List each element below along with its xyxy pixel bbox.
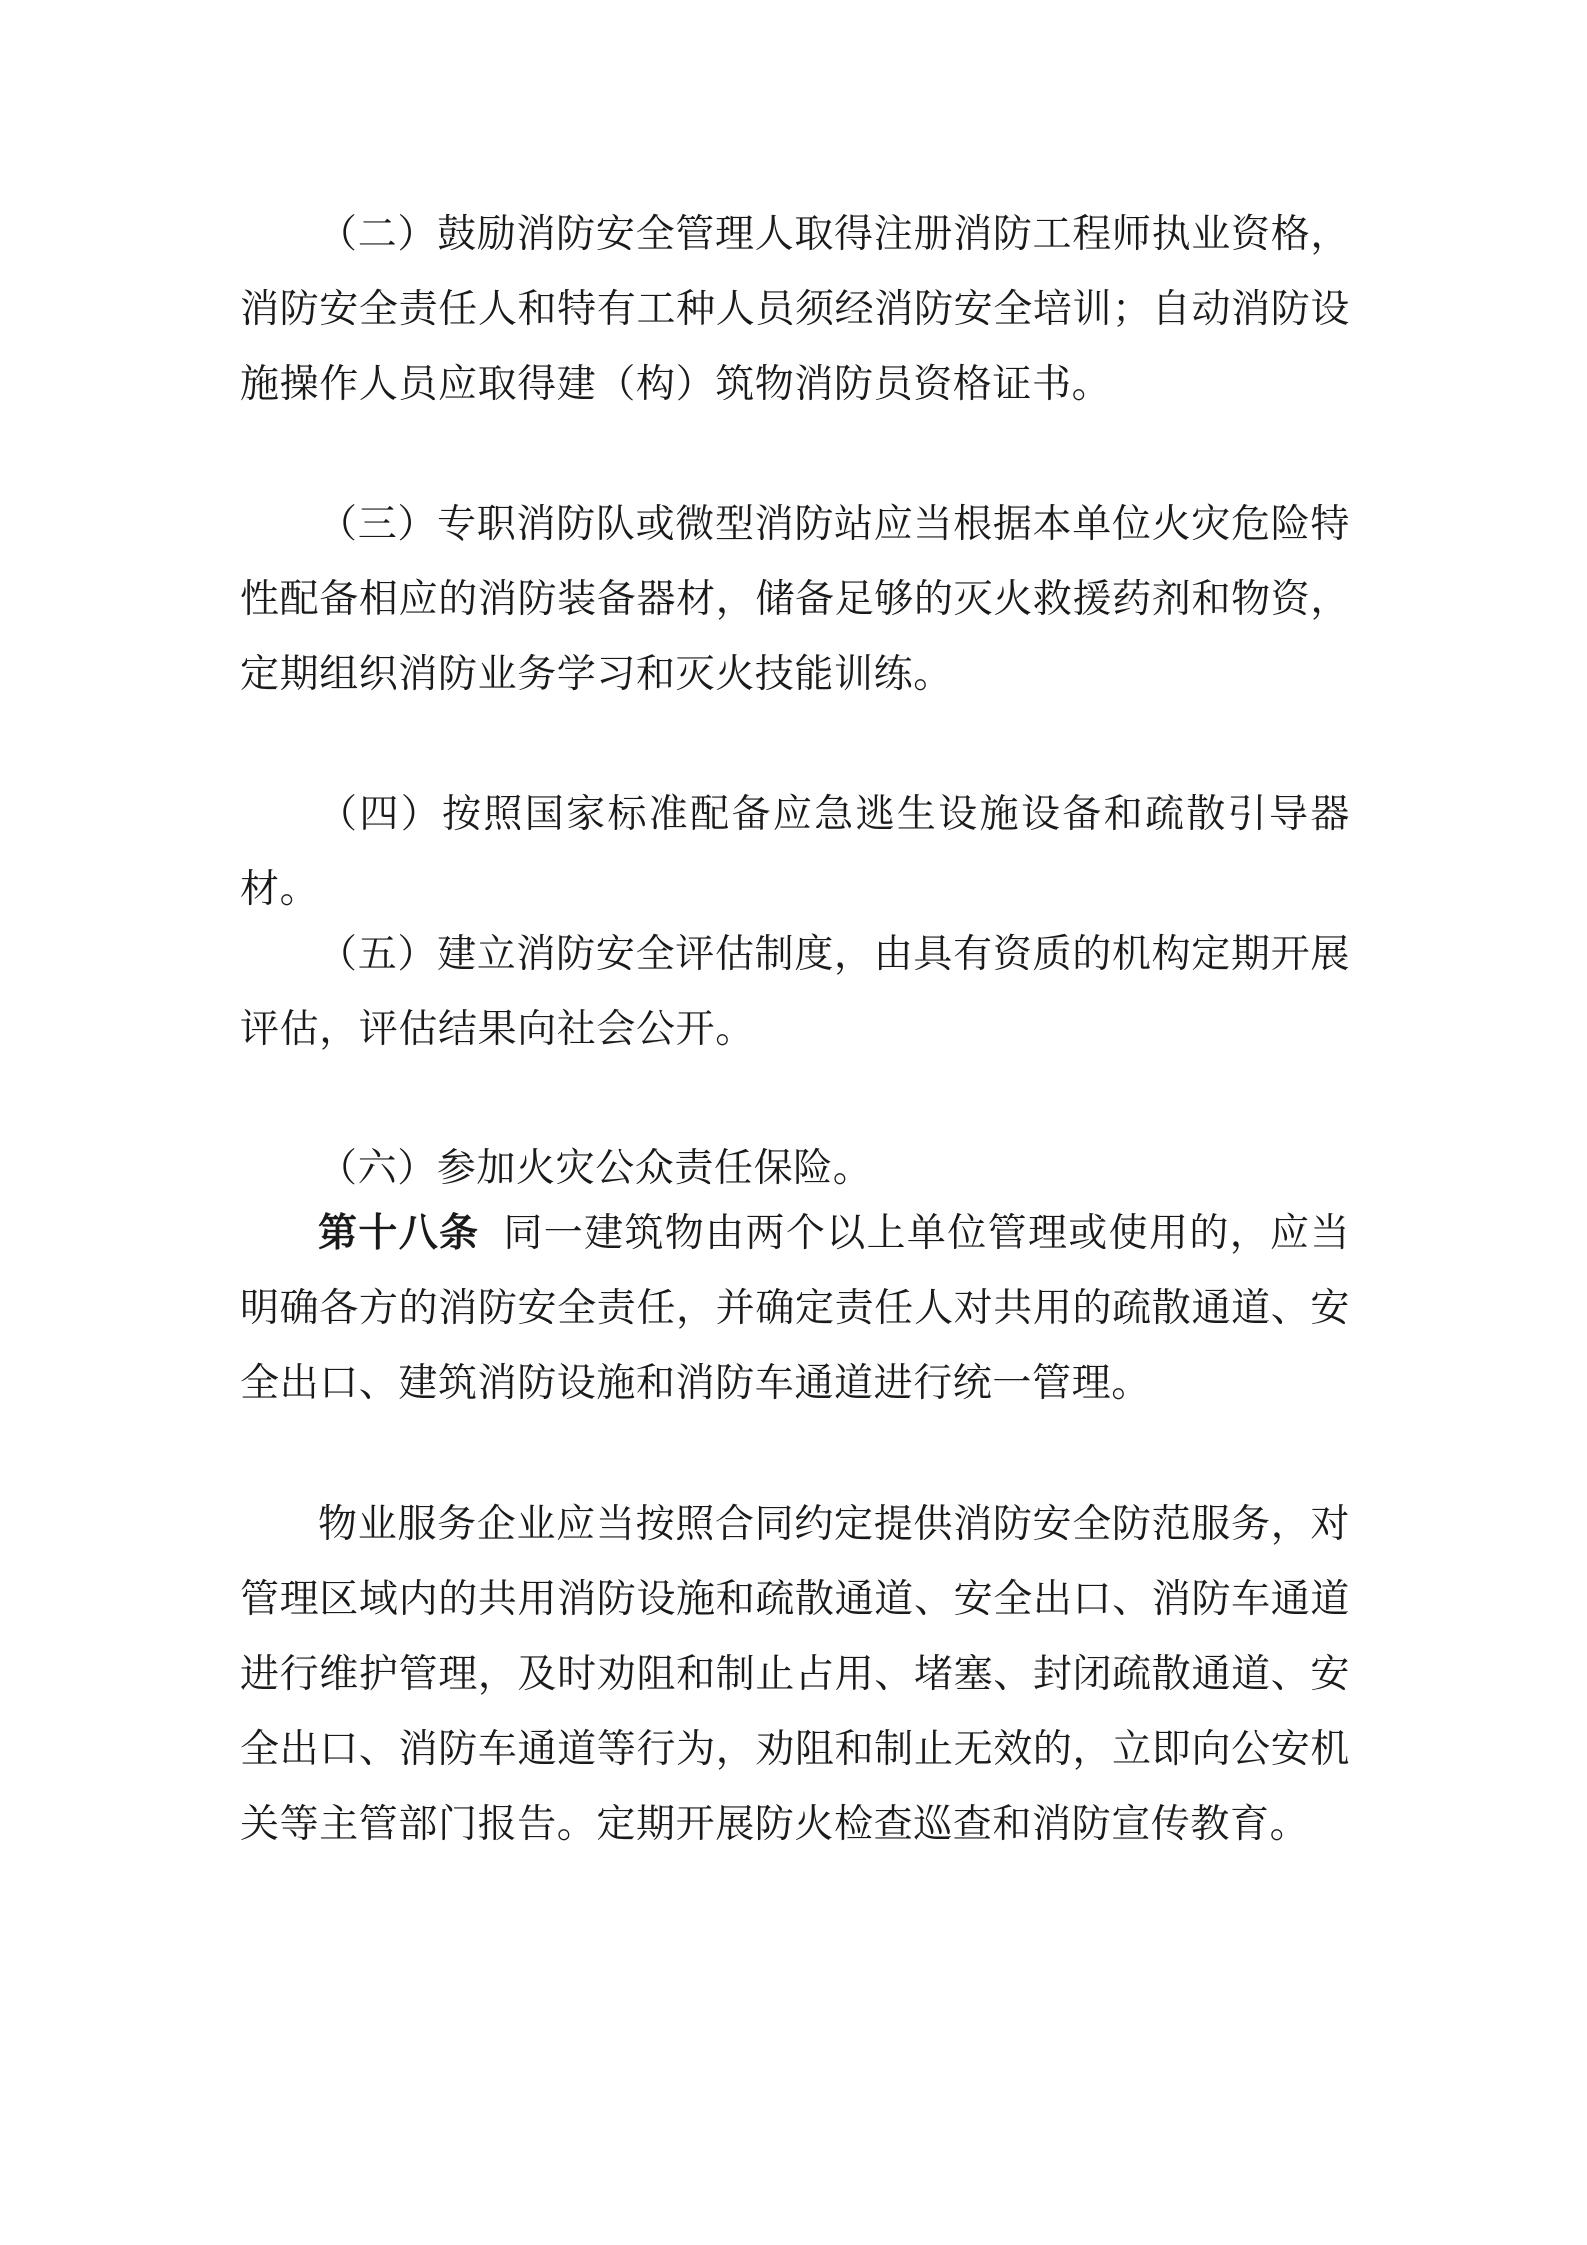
property-service-paragraph: 物业服务企业应当按照合同约定提供消防安全防范服务，对管理区域内的共用消防设施和疏散通道、安全出口、消防车通道进行维护管理，及时劝阻和制止占用、堵塞、封闭疏散通道、安全出口、消防车通道等行为，劝阻和制止无效的，立即向公安机关等主管部门报告。定期开展防火检查巡查和消防宣传教育。 bbox=[240, 1502, 1350, 1847]
paragraph-item-6: （六）参加火灾公众责任保险。 bbox=[318, 1146, 873, 1191]
article-18-paragraph bbox=[240, 1196, 1350, 1421]
paragraph-item-2: （二）鼓励消防安全管理人取得注册消防工程师执业资格，消防安全责任人和特有工种人员须经消防安全培训；自动消防设施操作人员应取得建（构）筑物消防员资格证书。 bbox=[240, 212, 1350, 407]
paragraph-item-5: （五）建立消防安全评估制度，由具有资质的机构定期开展评估，评估结果向社会公开。 bbox=[240, 932, 1350, 1052]
paragraph-item-4: （四）按照国家标准配备应急逃生设施设备和疏散引导器材。 bbox=[240, 792, 1350, 912]
article-18-text: 同一建筑物由两个以上单位管理或使用的，应当明确各方的消防安全责任，并确定责任人对共用的疏散通道、安全出口、建筑消防设施和消防车通道进行统一管理。 bbox=[240, 1211, 1350, 1406]
article-number: 第十八条 bbox=[318, 1210, 480, 1256]
paragraph-item-3: （三）专职消防队或微型消防站应当根据本单位火灾危险特性配备相应的消防装备器材，储备足够的灭火救援药剂和物资，定期组织消防业务学习和灭火技能训练。 bbox=[240, 502, 1350, 697]
